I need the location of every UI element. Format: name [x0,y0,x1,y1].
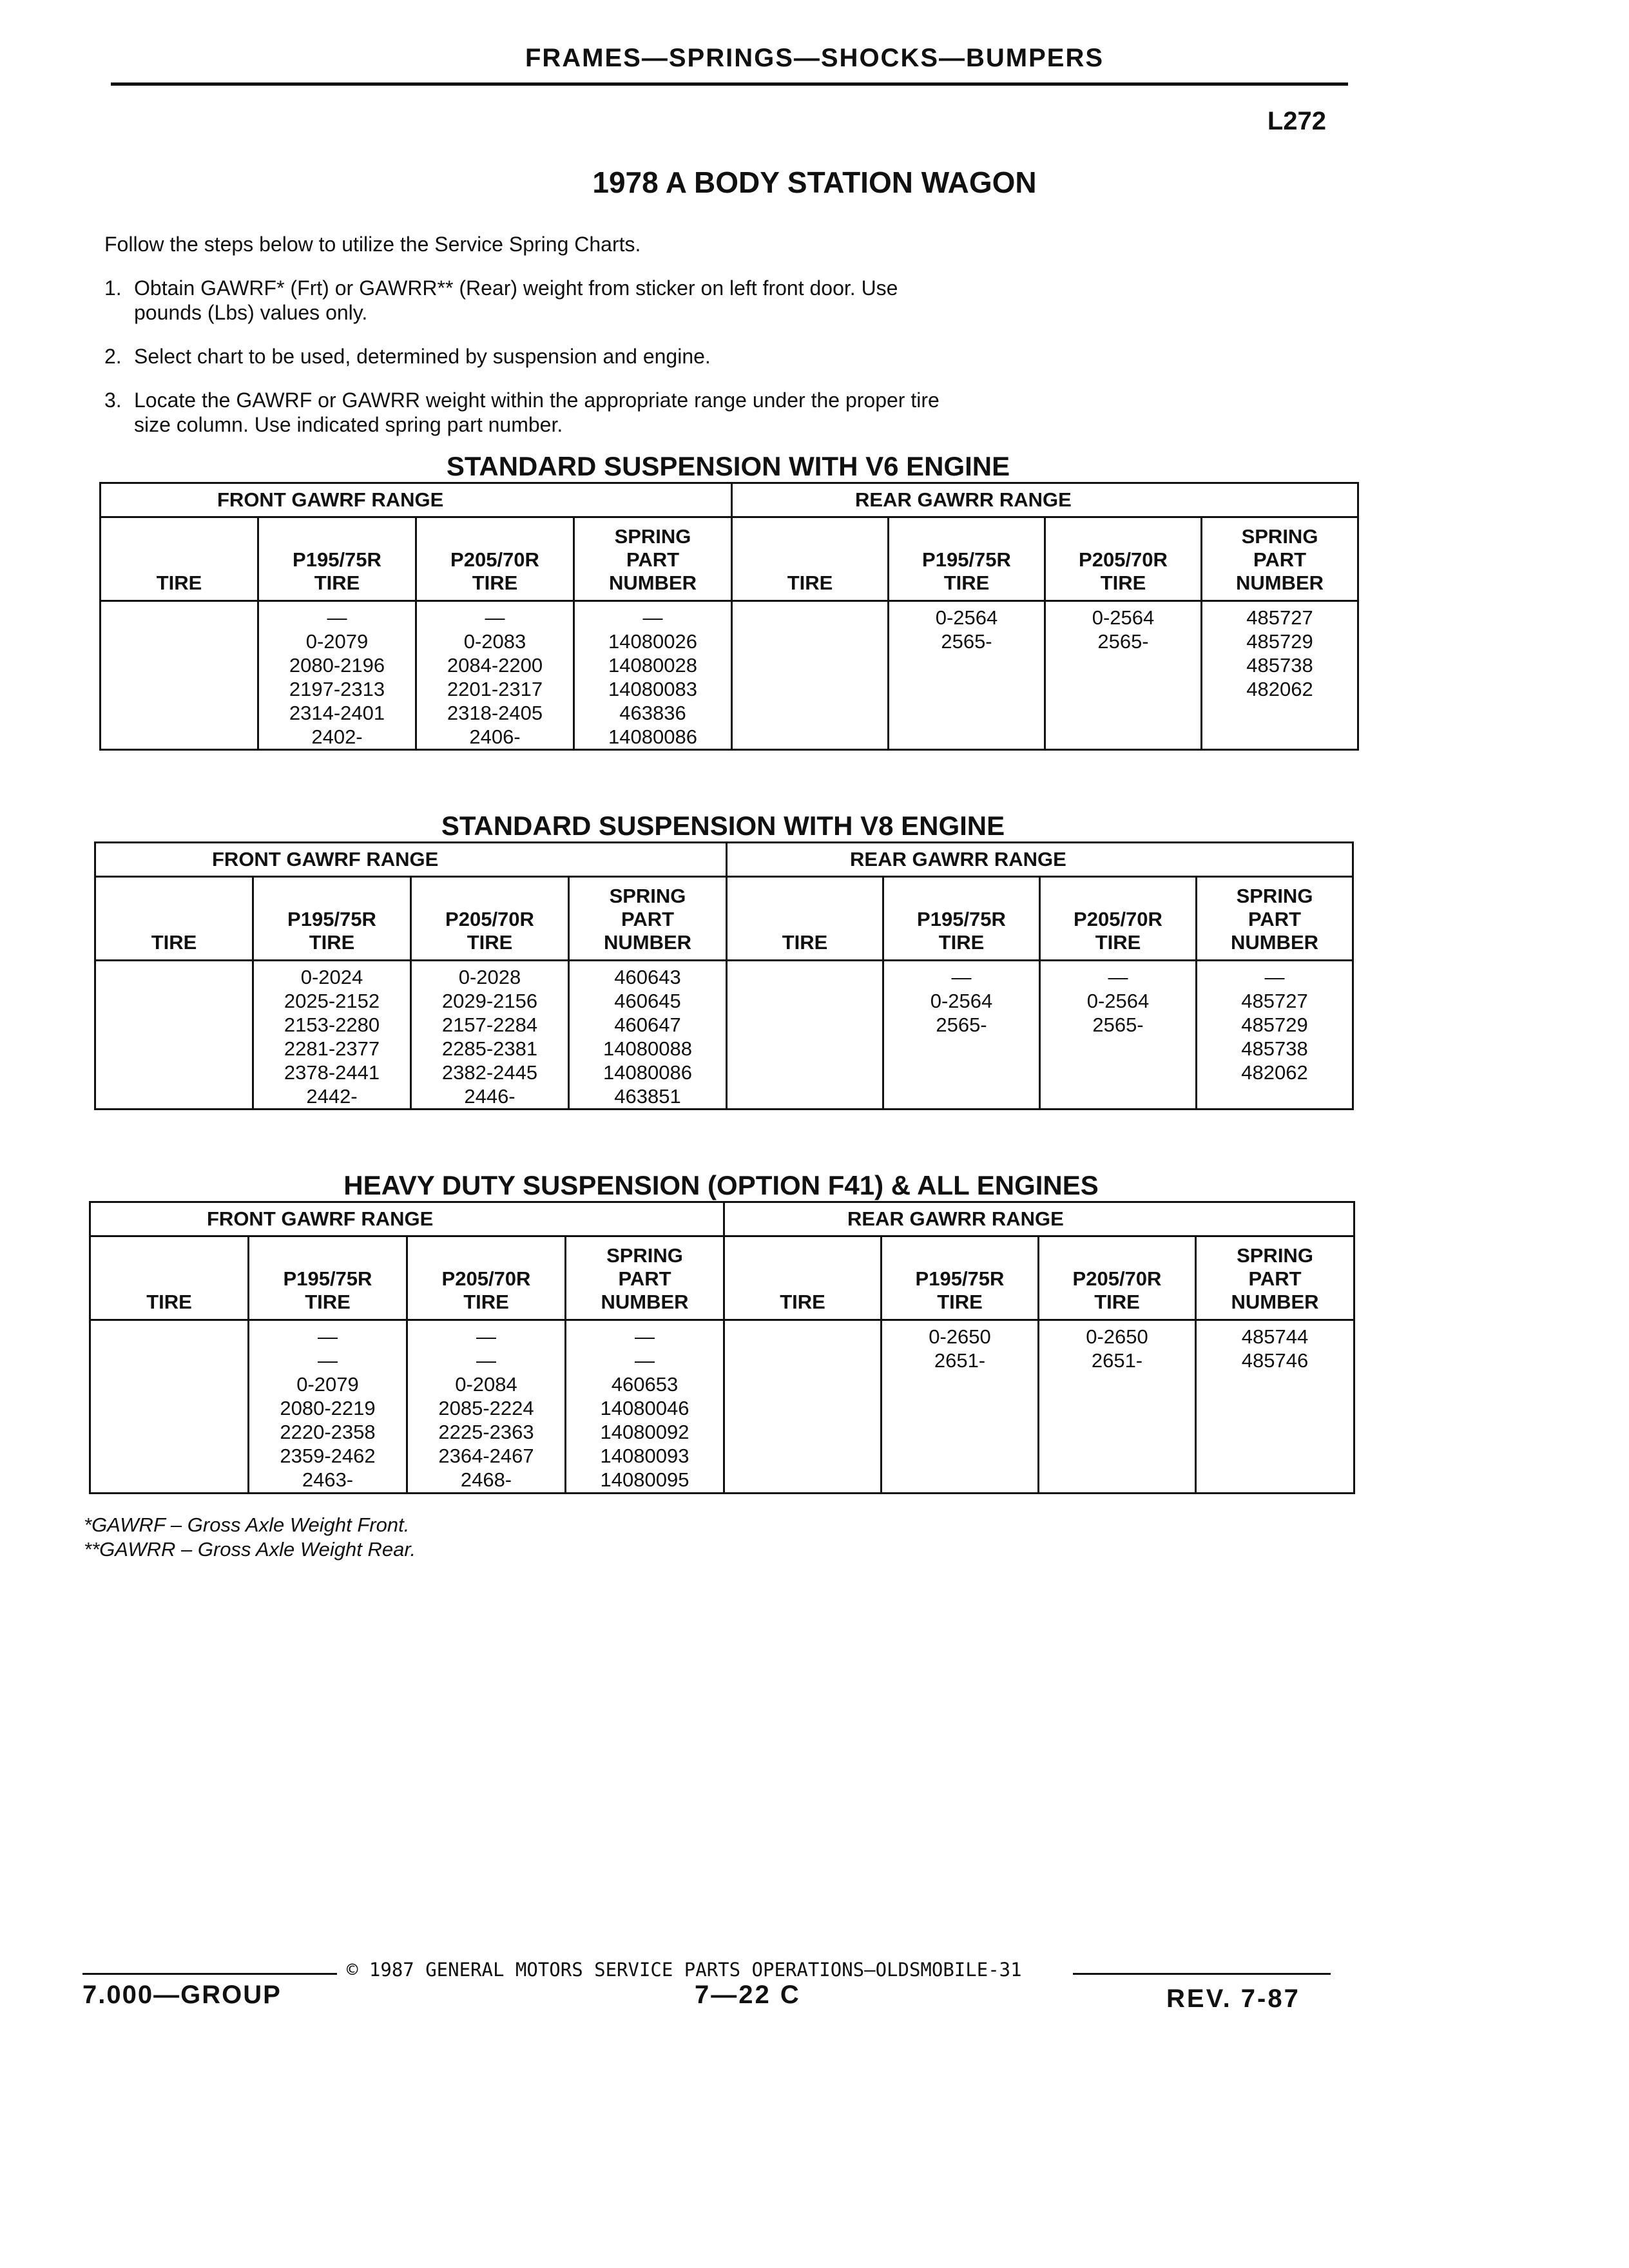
range-value: 0-2650 [1086,1325,1148,1348]
footnote-gawrf: *GAWRF – Gross Axle Weight Front. [84,1514,410,1536]
range-value: 0-2079 [296,1373,359,1396]
instructions [104,232,942,437]
step-text: Obtain GAWRF* (Frt) or GAWRR** (Rear) weight from sticker on left front door. Use pounds (Lbs) values only. [134,276,898,324]
range-value: 2281-2377 [284,1037,380,1060]
part-number: 460643 [614,966,681,988]
rear-tire-cell [727,961,883,1110]
col-p195: P195/75R TIRE [883,877,1040,961]
col-p205: P205/70R TIRE [411,877,569,961]
rear-spring-cell [1196,1320,1354,1494]
part-number: 485729 [1246,630,1313,653]
col-tire: TIRE [732,517,889,601]
col-spring: SPRING PART NUMBER [1196,1236,1354,1320]
part-number: 14080046 [600,1397,689,1419]
col-spring: SPRING PART NUMBER [1202,517,1358,601]
chart-title: STANDARD SUSPENSION WITH V6 ENGINE [446,451,1010,481]
footnotes [84,1513,416,1562]
range-value: 2565- [1092,1014,1144,1036]
range-value: 2468- [460,1468,512,1491]
footer-rule-left [82,1973,337,1975]
front-range-header: FRONT GAWRF RANGE [101,483,732,517]
part-number: 460647 [614,1014,681,1036]
spring-table [99,482,1359,751]
range-value: 0-2564 [930,990,993,1012]
front-range-header: FRONT GAWRF RANGE [95,843,727,877]
range-value: 0-2083 [463,630,526,653]
range-value: 2220-2358 [280,1421,376,1443]
col-p205: P205/70R TIRE [1039,1236,1196,1320]
part-number: 485738 [1246,654,1313,677]
rear-p205-cell [1045,601,1202,750]
col-p205: P205/70R TIRE [416,517,574,601]
rear-p205-cell [1040,961,1197,1110]
spring-table [89,1201,1355,1494]
part-number: 485729 [1241,1014,1308,1036]
front-p205-cell [416,601,574,750]
col-p205: P205/70R TIRE [1040,877,1197,961]
front-tire-cell [90,1320,249,1494]
front-spring-cell [574,601,732,750]
range-value: 2565- [1097,630,1149,653]
group-number: 7.000—GROUP [82,1981,282,2009]
document-title: 1978 A BODY STATION WAGON [592,166,1037,199]
col-p205: P205/70R TIRE [1045,517,1202,601]
rear-range-header: REAR GAWRR RANGE [732,483,1358,517]
range-value: 2651- [934,1349,986,1372]
range-value: 2406- [469,726,521,748]
front-p195-cell [258,601,416,750]
col-spring: SPRING PART NUMBER [569,877,727,961]
col-spring: SPRING PART NUMBER [574,517,732,601]
rear-p205-cell [1039,1320,1196,1494]
front-tire-cell [95,961,253,1110]
part-number: 485727 [1246,606,1313,629]
part-number: — [1264,966,1285,988]
col-tire: TIRE [101,517,258,601]
part-number: 463851 [614,1085,681,1108]
chart-title: HEAVY DUTY SUSPENSION (OPTION F41) & ALL ENGINES [343,1170,1099,1200]
part-number: 14080086 [603,1061,692,1084]
range-value: — [476,1349,496,1372]
part-number: 485727 [1241,990,1308,1012]
instruction-step [104,276,942,325]
range-value: 2359-2462 [280,1445,376,1467]
range-value: 0-2024 [300,966,363,988]
spring-chart-heavy-duty [89,1170,1353,1494]
rear-spring-cell [1197,961,1353,1110]
part-number: 482062 [1246,678,1313,700]
col-p195: P195/75R TIRE [258,517,416,601]
range-value: 2153-2280 [284,1014,380,1036]
front-tire-cell [101,601,258,750]
part-number: 485746 [1241,1349,1309,1372]
instructions-lead: Follow the steps below to utilize the Service Spring Charts. [104,233,641,256]
range-value: 2080-2219 [280,1397,376,1419]
part-number: — [635,1349,655,1372]
part-number: 14080093 [600,1445,689,1467]
range-value: 2085-2224 [438,1397,534,1419]
part-number: 14080092 [600,1421,689,1443]
col-tire: TIRE [724,1236,882,1320]
part-number: 482062 [1241,1061,1308,1084]
col-p195: P195/75R TIRE [253,877,411,961]
range-value: 2025-2152 [284,990,380,1012]
range-value: 2080-2196 [289,654,385,677]
col-tire: TIRE [727,877,883,961]
part-number: — [635,1325,655,1348]
col-tire: TIRE [90,1236,249,1320]
part-number: 463836 [619,702,686,724]
col-spring: SPRING PART NUMBER [566,1236,724,1320]
footer-rule-right [1073,1973,1331,1975]
step-text: Locate the GAWRF or GAWRR weight within the appropriate range under the proper tire size column. Use indicated spring part number. [134,389,940,436]
col-tire: TIRE [95,877,253,961]
part-number: — [642,606,663,629]
range-value: 0-2650 [929,1325,991,1348]
range-value: 2197-2313 [289,678,385,700]
spring-table [94,841,1354,1110]
range-value: 2285-2381 [441,1037,538,1060]
range-value: 0-2079 [305,630,369,653]
rear-p195-cell [883,961,1040,1110]
part-number: 14080086 [608,726,697,748]
range-value: 0-2564 [935,606,998,629]
step-number: 1. [104,276,122,300]
part-number: 14080028 [608,654,697,677]
page-number: 7—22 C [695,1981,801,2009]
range-value: 2084-2200 [447,654,543,677]
range-value: 0-2564 [1086,990,1150,1012]
section-header: FRAMES—SPRINGS—SHOCKS—BUMPERS [525,44,1104,72]
part-number: 485744 [1241,1325,1309,1348]
front-range-header: FRONT GAWRF RANGE [90,1202,724,1236]
range-value: 2378-2441 [284,1061,380,1084]
range-value: 2225-2363 [438,1421,534,1443]
part-number: 14080095 [600,1468,689,1491]
page-code: L272 [1267,107,1326,135]
step-text: Select chart to be used, determined by suspension and engine. [134,345,711,368]
col-p195: P195/75R TIRE [249,1236,407,1320]
spring-chart-v8 [94,811,1352,1110]
range-value: — [485,606,505,629]
part-number: 14080026 [608,630,697,653]
chart-title: STANDARD SUSPENSION WITH V8 ENGINE [441,811,1005,841]
front-spring-cell [569,961,727,1110]
range-value: 2402- [311,726,363,748]
col-p195: P195/75R TIRE [882,1236,1039,1320]
range-value: 0-2084 [455,1373,517,1396]
range-value: — [327,606,347,629]
part-number: 460653 [611,1373,679,1396]
range-value: 2314-2401 [289,702,385,724]
front-spring-cell [566,1320,724,1494]
front-p195-cell [249,1320,407,1494]
front-p205-cell [411,961,569,1110]
part-number: 14080088 [603,1037,692,1060]
front-p195-cell [253,961,411,1110]
range-value: 2029-2156 [441,990,538,1012]
rear-range-header: REAR GAWRR RANGE [727,843,1353,877]
range-value: — [476,1325,496,1348]
col-p195: P195/75R TIRE [889,517,1045,601]
range-value: 2446- [464,1085,516,1108]
range-value: 2442- [306,1085,358,1108]
col-spring: SPRING PART NUMBER [1197,877,1353,961]
revision: REV. 7-87 [1166,1984,1300,2013]
range-value: — [318,1325,338,1348]
spring-chart-v6 [99,451,1357,751]
step-number: 3. [104,389,122,412]
range-value: 0-2028 [458,966,521,988]
rear-tire-cell [724,1320,882,1494]
range-value: 2364-2467 [438,1445,534,1467]
range-value: 2651- [1091,1349,1143,1372]
rear-range-header: REAR GAWRR RANGE [724,1202,1354,1236]
footnote-gawrr: **GAWRR – Gross Axle Weight Rear. [84,1538,416,1561]
range-value: 2201-2317 [447,678,543,700]
rear-p195-cell [882,1320,1039,1494]
range-value: 2318-2405 [447,702,543,724]
rear-p195-cell [889,601,1045,750]
range-value: — [318,1349,338,1372]
part-number: 14080083 [608,678,697,700]
range-value: 0-2564 [1092,606,1155,629]
range-value: — [1108,966,1128,988]
part-number: 460645 [614,990,681,1012]
instruction-step [104,388,942,437]
part-number: 485738 [1241,1037,1308,1060]
step-number: 2. [104,345,122,368]
rear-spring-cell [1202,601,1358,750]
rear-tire-cell [732,601,889,750]
header-rule [111,82,1348,86]
copyright-notice: © 1987 GENERAL MOTORS SERVICE PARTS OPERATIONS—OLDSMOBILE-31 [347,1959,1022,1981]
front-p205-cell [407,1320,566,1494]
range-value: 2382-2445 [441,1061,538,1084]
col-p205: P205/70R TIRE [407,1236,566,1320]
range-value: 2157-2284 [441,1014,538,1036]
range-value: 2565- [941,630,992,653]
range-value: — [951,966,972,988]
range-value: 2463- [302,1468,354,1491]
instruction-step [104,344,942,369]
range-value: 2565- [936,1014,987,1036]
